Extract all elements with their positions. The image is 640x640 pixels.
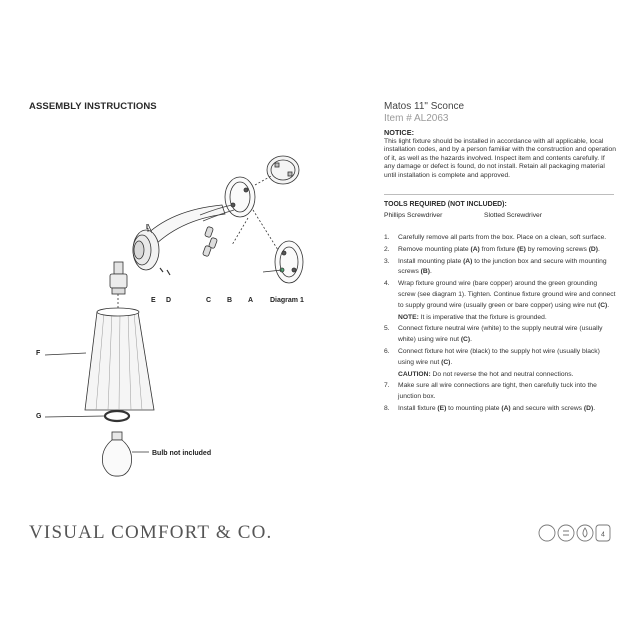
section-divider: [384, 194, 614, 195]
step-item: [384, 245, 616, 256]
note-label: CAUTION:: [398, 370, 431, 378]
label-a: A: [248, 297, 254, 304]
installation-steps: [384, 233, 616, 416]
step-item: [384, 404, 616, 415]
step-number: 2.: [384, 245, 390, 253]
step-item: [384, 381, 616, 403]
lamp-shade-f: [85, 308, 154, 410]
step-number: 6.: [384, 347, 390, 355]
step-text: .: [429, 268, 432, 276]
step-number: 3.: [384, 257, 390, 265]
step-number: 5.: [384, 325, 390, 333]
step-text: to the junction box and secure with mounting screws: [398, 257, 607, 276]
step-number: 7.: [384, 382, 390, 390]
part-reference: (E): [516, 245, 526, 253]
step-text: Make sure all wire connections are tight, then carefully tuck into the junction box.: [398, 382, 597, 401]
step-text: .: [470, 336, 472, 344]
step-text: .: [598, 245, 600, 253]
item-number: Item # AL2063: [384, 113, 449, 124]
step-text: and secure with screws: [510, 404, 584, 412]
step-item: [384, 233, 616, 244]
step-number: 8.: [384, 404, 390, 412]
part-reference: (C): [441, 358, 451, 366]
etl-listed-icon: [539, 525, 555, 541]
assembly-instructions-title: ASSEMBLY INSTRUCTIONS: [29, 101, 157, 112]
step-text: It is imperative that the fixture is grounded.: [418, 313, 547, 321]
notice-title: NOTICE:: [384, 128, 414, 137]
step-text: to mounting plate: [446, 404, 502, 412]
part-reference: (A): [470, 245, 480, 253]
brand-logo: VISUAL COMFORT & CO.: [29, 522, 273, 543]
notice-text: This light fixture should be installed in accordance with all applicable, local installation codes, and by a person familiar with the construction and operation of it, as well as the hazards involved. Inspect item and contents carefully. If any damage or defect is found, do not install. Retain all packaging material until installation is complete and approved.: [384, 138, 616, 179]
tool-slotted-screwdriver: Slotted Screwdriver: [484, 212, 542, 219]
step-item: [384, 257, 616, 279]
part-reference: (D): [588, 245, 598, 253]
bulb-not-included-label: Bulb not included: [152, 450, 212, 457]
tools-required-title: TOOLS REQUIRED (NOT INCLUDED):: [384, 201, 507, 208]
step-item: [384, 279, 616, 311]
step-text: Install fixture: [398, 404, 438, 412]
dimmable-icon: [558, 525, 574, 541]
label-f: F: [36, 350, 41, 357]
tool-phillips-screwdriver: Phillips Screwdriver: [384, 212, 443, 219]
step-note: [384, 313, 616, 324]
step-text: by removing screws: [525, 245, 589, 253]
label-b: B: [227, 297, 233, 304]
label-g: G: [36, 413, 42, 420]
product-name: Matos 11" Sconce: [384, 101, 465, 112]
step-item: [384, 347, 616, 369]
step-text: .: [450, 358, 453, 366]
part-reference: (A): [463, 257, 473, 265]
part-reference: (C): [598, 301, 608, 309]
step-text: Remove mounting plate: [398, 245, 471, 253]
step-note: [384, 370, 616, 381]
diagram-1-label: Diagram 1: [270, 297, 304, 304]
diagram-1-detail: [263, 241, 303, 283]
fixture-backplate-e: [133, 230, 159, 270]
step-number: 1.: [384, 234, 390, 241]
label-e: E: [151, 297, 156, 304]
part-reference: (C): [460, 336, 471, 344]
certification-icons: [536, 522, 616, 544]
step-text: Wrap fixture ground wire (bare copper) around the green grounding screw (see diagram 1). Tighten. Continue fixture ground wire and connect to supply ground wire (usually green or bare copper) using wire nut: [398, 280, 616, 309]
step-number: 4.: [384, 280, 390, 288]
step-item: [384, 324, 616, 346]
step-text: Carefully remove all parts from the box. Place on a clean, soft surface.: [398, 234, 607, 241]
part-reference: (A): [501, 404, 511, 412]
step-text: .: [593, 404, 596, 412]
part-reference: (D): [583, 404, 594, 412]
part-reference: (E): [437, 404, 447, 412]
part-reference: (B): [420, 268, 430, 276]
step-text: Connect fixture neutral wire (white) to the supply neutral wire (usually white) using wire nut: [398, 325, 603, 344]
label-i: I: [146, 224, 148, 231]
step-text: from fixture: [479, 245, 517, 253]
step-text: Connect fixture hot wire (black) to the supply hot wire (usually black) using wire nut: [398, 347, 600, 366]
shade-ring-g: [105, 411, 129, 421]
bulb-icon: [102, 432, 131, 476]
bulb-count-value: 4: [601, 531, 605, 539]
label-d: D: [166, 297, 172, 304]
label-c: C: [206, 297, 212, 304]
note-label: NOTE:: [398, 313, 419, 321]
step-text: Install mounting plate: [398, 257, 464, 265]
step-text: Do not reverse the hot and neutral connections.: [430, 370, 574, 378]
junction-box: [267, 156, 299, 184]
step-text: .: [607, 301, 610, 309]
